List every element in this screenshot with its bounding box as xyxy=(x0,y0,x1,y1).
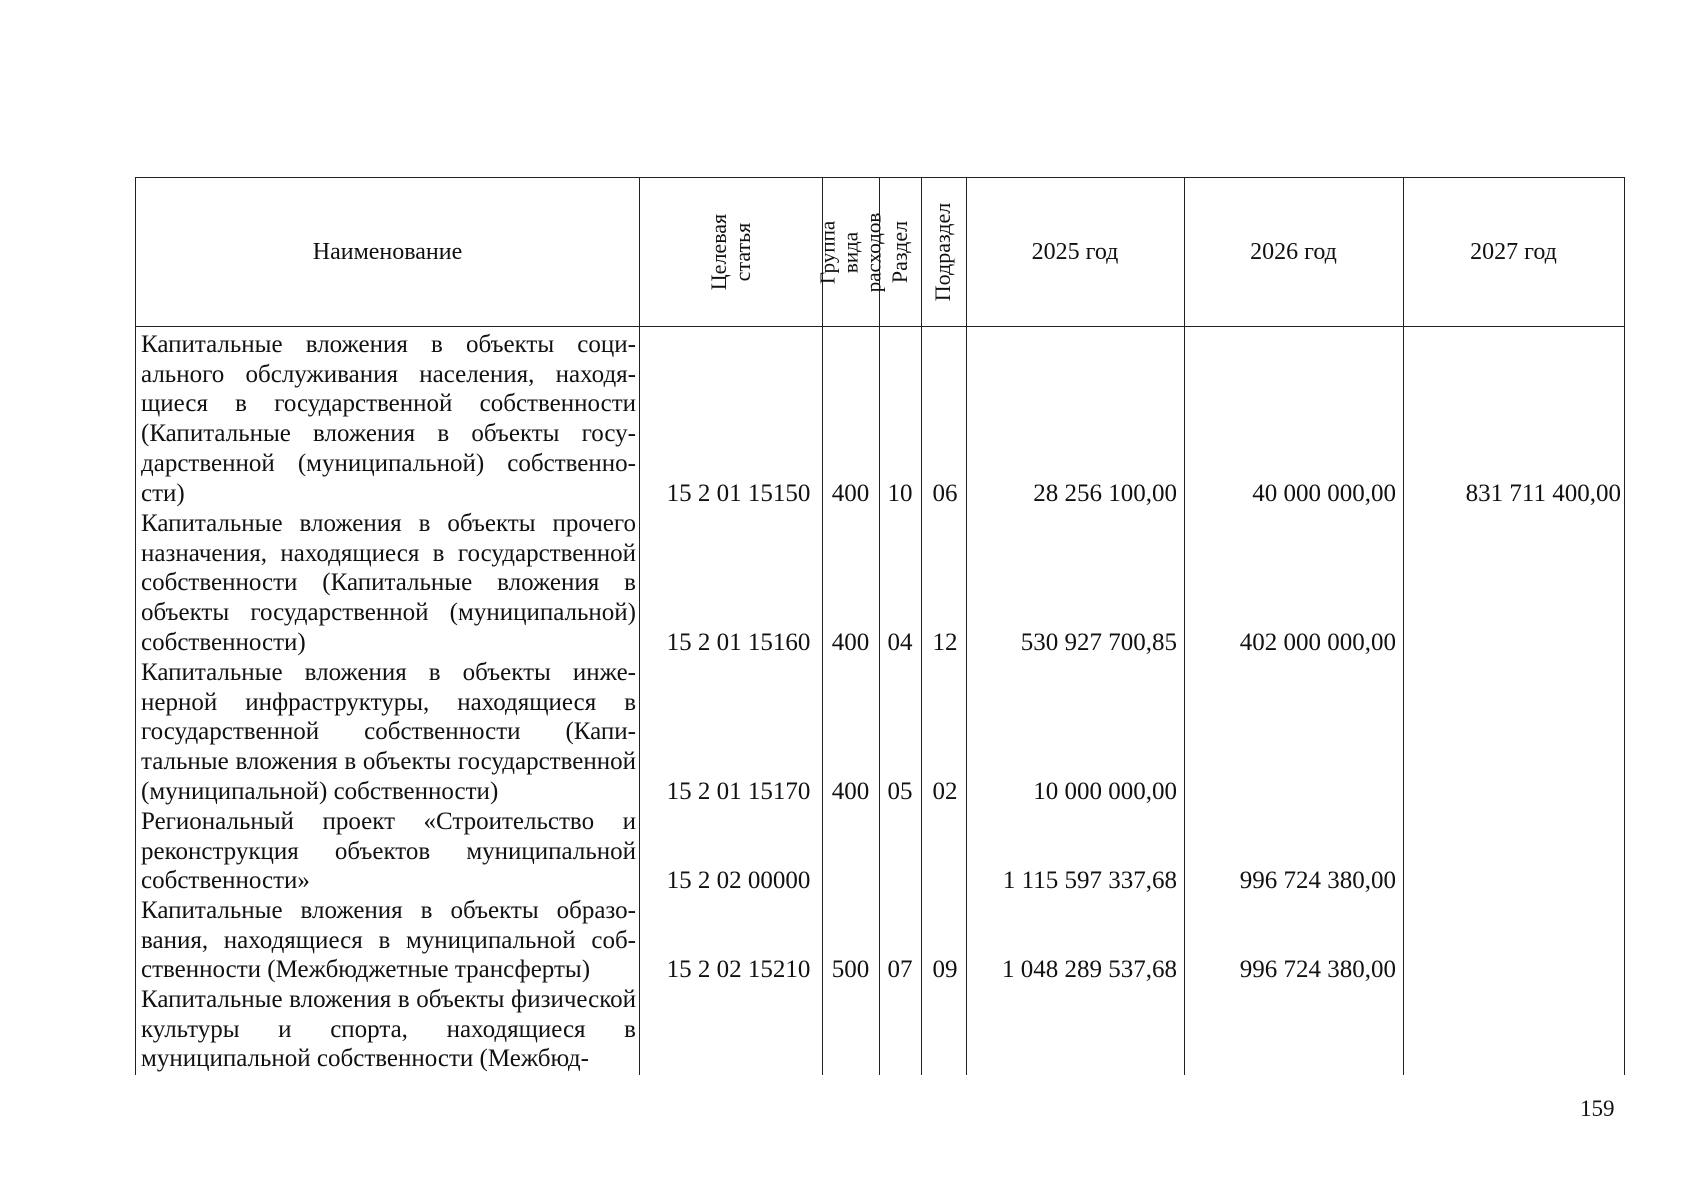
header-target-article: Целевая статья xyxy=(705,213,755,291)
row-2-name: Капитальные вложения в объекты прочего назначения, находящиеся в государственной собственности (Капитальные вложения в объекты государственной (муниципальной) собственности) xyxy=(141,510,636,656)
header-subsection: Подраздел xyxy=(930,202,956,302)
row-5-code: 15 2 02 15210 xyxy=(666,956,811,983)
row-4-code: 15 2 02 00000 xyxy=(666,867,811,894)
row-1-2025: 28 256 100,00 xyxy=(1033,480,1177,507)
row-3-2025: 10 000 000,00 xyxy=(1033,778,1177,805)
header-name: Наименование xyxy=(312,238,463,265)
row-2-section: 04 xyxy=(887,629,913,656)
row-1-section: 10 xyxy=(887,480,913,507)
row-3-group: 400 xyxy=(831,778,870,805)
row-1-group: 400 xyxy=(831,480,870,507)
row-4-2025: 1 115 597 337,68 xyxy=(1002,867,1177,894)
row-2-group: 400 xyxy=(831,629,870,656)
row-5-subsection: 09 xyxy=(932,956,958,983)
header-year-2025: 2025 год xyxy=(1031,238,1119,265)
row-5-group: 500 xyxy=(831,956,870,983)
row-1-subsection: 06 xyxy=(932,480,958,507)
header-divider xyxy=(136,326,1624,327)
row-5-2025: 1 048 289 537,68 xyxy=(1002,956,1177,983)
header-section: Раздел xyxy=(887,220,913,284)
row-3-name: Капитальные вложения в объекты инженерной инфраструктуры, находящиеся в государственной собственности (Капитальные вложения в объекты государственной (муниципальной) собственности) xyxy=(141,659,636,805)
row-6-name: Капитальные вложения в объекты физической культуры и спорта, находящиеся в муниципальной собственности (Межбюд- xyxy=(141,986,636,1073)
row-4-2026: 996 724 380,00 xyxy=(1239,867,1396,894)
header-expense-group: Группа вида расходов xyxy=(815,212,885,292)
row-2-2025: 530 927 700,85 xyxy=(1020,629,1177,656)
row-2-subsection: 12 xyxy=(932,629,958,656)
row-1-name: Капитальные вложения в объекты социального обслуживания населения, находящиеся в государственной собственности (Капитальные вложения в объекты государственной (муниципальной) собственности) xyxy=(141,331,636,507)
budget-table xyxy=(135,177,1625,1075)
row-4-name: Региональный проект «Строительство и реконструкция объектов муниципальной собственности» xyxy=(141,808,636,895)
row-1-2026: 40 000 000,00 xyxy=(1252,480,1396,507)
row-3-code: 15 2 01 15170 xyxy=(666,778,811,805)
row-2-code: 15 2 01 15160 xyxy=(666,629,811,656)
row-3-section: 05 xyxy=(887,778,913,805)
row-3-subsection: 02 xyxy=(932,778,958,805)
page-number: 159 xyxy=(1580,1096,1615,1121)
row-5-name: Капитальные вложения в объекты образования, находящиеся в муниципальной собственности (Межбюджетные трансферты) xyxy=(141,897,636,984)
header-year-2026: 2026 год xyxy=(1250,238,1337,265)
row-1-code: 15 2 01 15150 xyxy=(666,480,811,507)
row-2-2026: 402 000 000,00 xyxy=(1239,629,1396,656)
row-5-section: 07 xyxy=(887,956,913,983)
row-1-2027: 831 711 400,00 xyxy=(1465,480,1621,507)
row-5-2026: 996 724 380,00 xyxy=(1239,956,1396,983)
header-year-2027: 2027 год xyxy=(1470,238,1557,265)
